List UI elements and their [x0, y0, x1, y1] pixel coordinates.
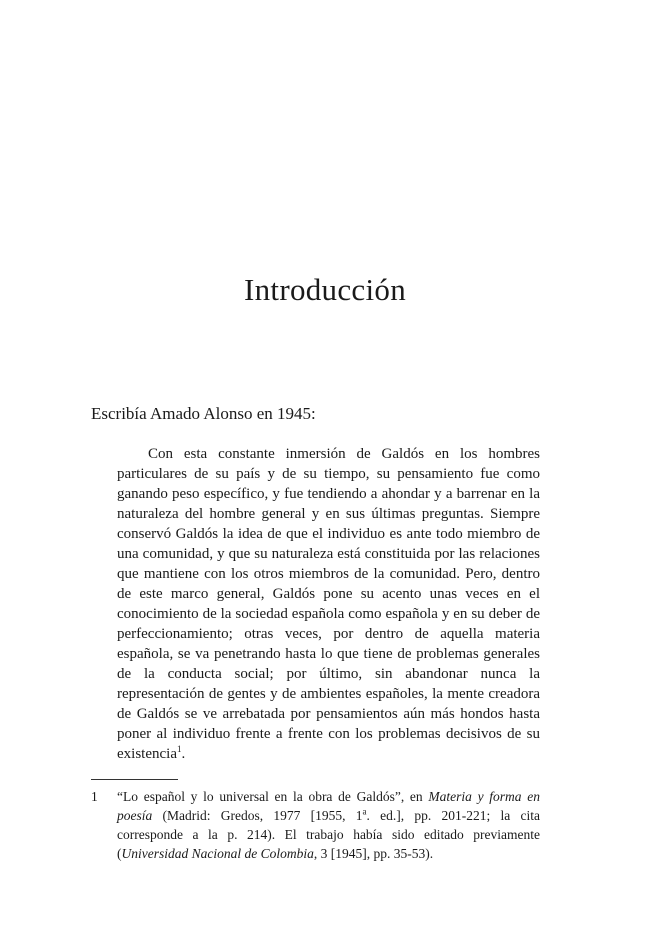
- footnote-text-part: . ed.], pp. 201-221; la cita corresponde a la p. 214). El trabajo había sido editado previamente (: [117, 808, 540, 861]
- block-quote: [117, 444, 540, 764]
- footnote-journal-title: Universidad Nacional de Colombia: [121, 846, 314, 861]
- intro-line: Escribía Amado Alonso en 1945:: [91, 404, 316, 423]
- footnote-separator: [91, 779, 178, 780]
- footnote-book-title: Materia y forma en poesía: [117, 789, 541, 823]
- footnote-reference[interactable]: 1: [176, 744, 182, 754]
- chapter-title: Introducción: [244, 272, 406, 307]
- quote-text: Con esta constante inmersión de Galdós en los hombres particulares de su país y de su tiempo, su pensamiento fue como ganando peso específico, y fue tendiendo a ahondar y a barrenar en la naturaleza del hombre general y en sus últimas preguntas. Siempre conservó Galdós la idea de que el individuo es ante todo miembro de una comunidad, y que su naturaleza está constituida por las relaciones que mantiene con los otros miembros de la comunidad. Pero, dentro de este marco general, Galdós pone su acento unas veces en el conocimiento de la sociedad española como española y en su deber de perfeccionamiento; otras veces, por dentro de aquella materia española, se va penetrando hasta lo que tiene de problemas generales de la conducta social; por último, sin abandonar nunca la representación de gentes y de ambientes españoles, la mente creadora de Galdós se ve arrebatada por pensamientos aún más hondos hasta poner al individuo frente a frente con los problemas decisivos de su existencia: [117, 446, 540, 762]
- footnote-ordinal: a: [362, 806, 367, 817]
- footnote-text-part: , 3 [1945], pp. 35-53).: [313, 846, 434, 861]
- footnote-text-part: “Lo español y lo universal en la obra de Galdós”, en: [117, 789, 429, 804]
- quote-end: .: [181, 746, 186, 762]
- footnote-number: 1: [91, 789, 98, 804]
- footnote-text-part: (Madrid: Gredos, 1977 [1955, 1: [152, 808, 363, 823]
- footnote-text: [117, 787, 540, 863]
